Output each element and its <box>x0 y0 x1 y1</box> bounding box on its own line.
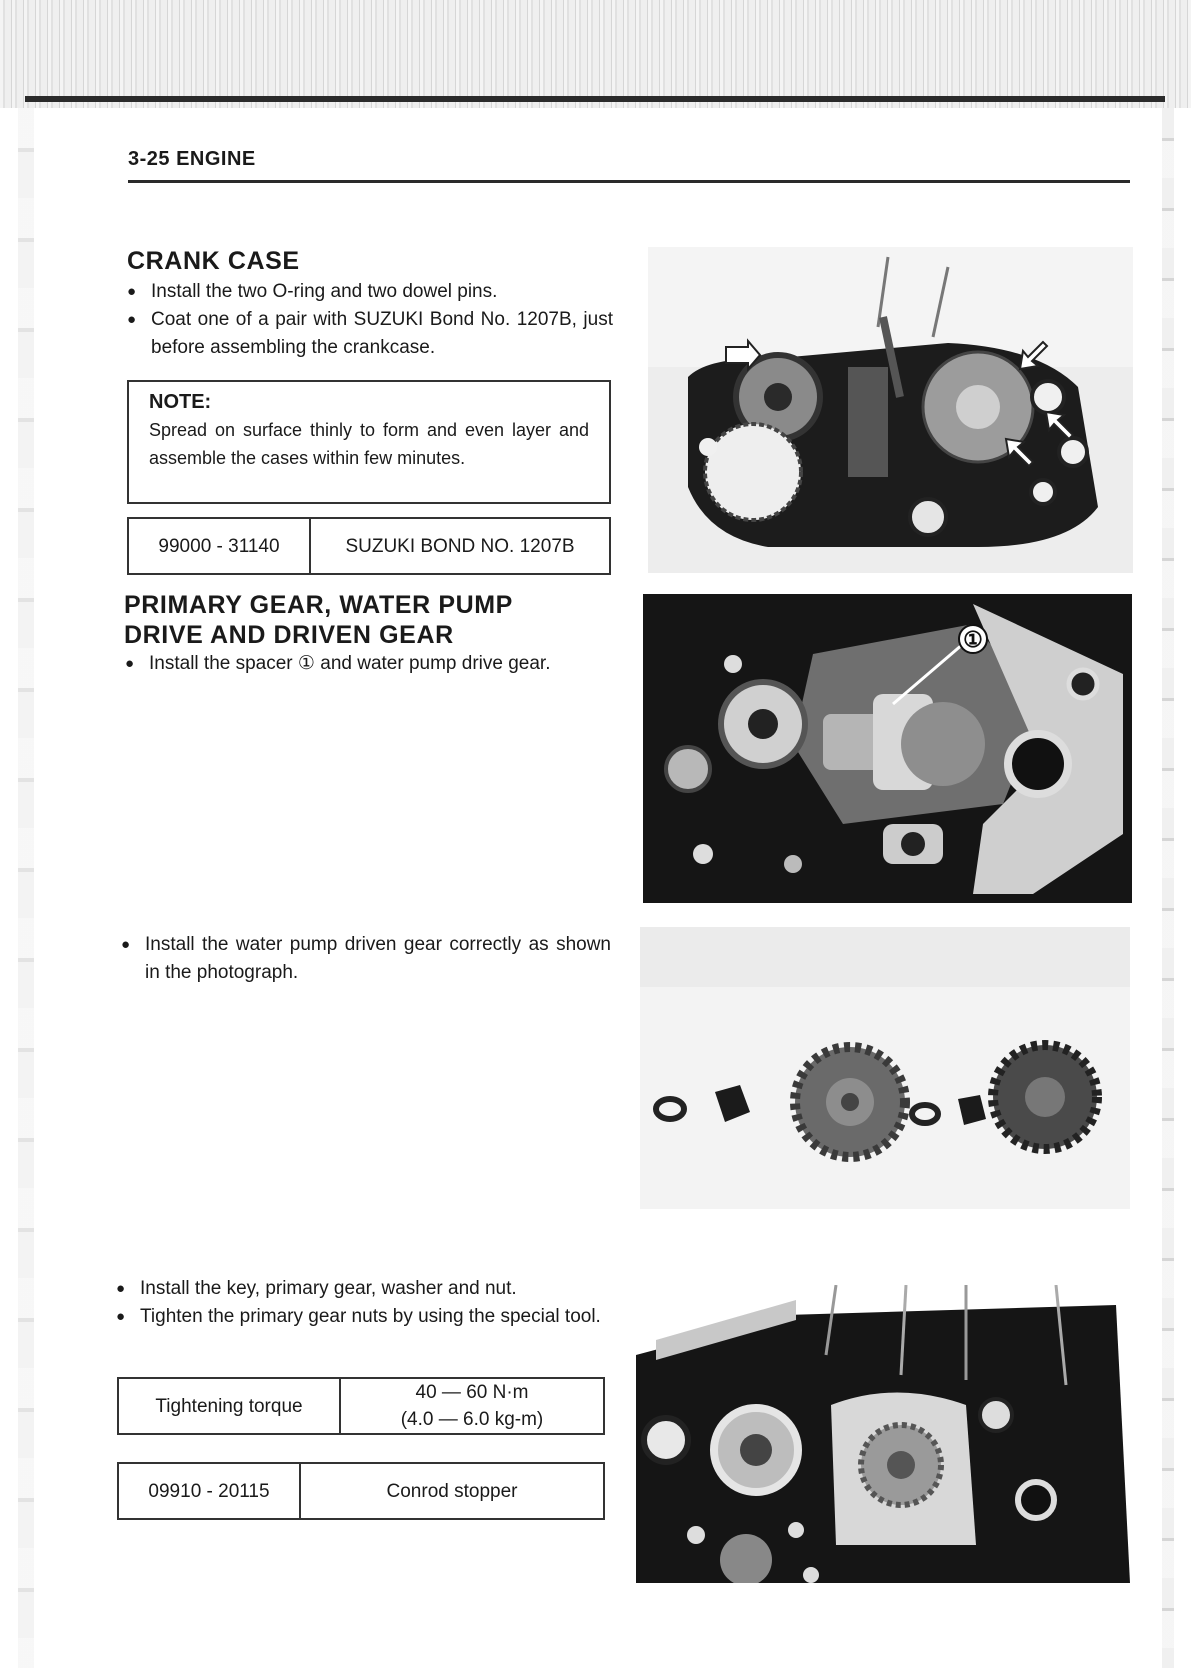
primary-gear-steps-3 <box>116 1275 606 1331</box>
torque-label-cell: Tightening torque <box>118 1378 340 1434</box>
scan-artifact-left-edge <box>18 108 34 1668</box>
step-text: Install the spacer <box>149 653 298 674</box>
step-text: and water pump drive gear. <box>314 653 551 674</box>
list-item: ● Install the water pump driven gear correctly as shown in the photograph. <box>121 931 611 987</box>
section-title-line-2: DRIVE AND DRIVEN GEAR <box>124 621 454 649</box>
tool-number-cell: 09910 - 20115 <box>118 1463 300 1519</box>
list-item: ● Tighten the primary gear nuts by using the special tool. <box>116 1303 606 1331</box>
note-text: Spread on surface thinly to form and even layer and assemble the cases within few minutes. <box>149 420 589 468</box>
water-pump-driven-gear-photo <box>640 927 1130 1209</box>
crank-case-steps <box>127 278 613 362</box>
primary-gear-step-1 <box>125 650 615 678</box>
section-title-crank-case: CRANK CASE <box>127 247 300 275</box>
list-item <box>125 650 615 678</box>
bond-part-table <box>127 517 611 575</box>
torque-value-cell <box>340 1378 604 1434</box>
note-box <box>127 380 611 504</box>
page-header: 3-25 ENGINE <box>128 148 256 170</box>
part-name-cell: SUZUKI BOND NO. 1207B <box>310 518 610 574</box>
primary-gear-photo <box>636 1285 1130 1583</box>
water-pump-drive-photo <box>643 594 1132 903</box>
torque-table <box>117 1377 605 1435</box>
special-tool-table <box>117 1462 605 1520</box>
tool-name-cell: Conrod stopper <box>300 1463 604 1519</box>
note-title: NOTE: <box>149 391 212 413</box>
list-item: ● Install the key, primary gear, washer and nut. <box>116 1275 606 1303</box>
crankcase-photo <box>648 247 1133 573</box>
list-item: ● Install the two O-ring and two dowel pins. <box>127 278 613 306</box>
scan-artifact-rule <box>25 96 1165 102</box>
list-item: ● Coat one of a pair with SUZUKI Bond No. 1207B, just before assembling the crankcase. <box>127 306 613 362</box>
part-number-cell: 99000 - 31140 <box>128 518 310 574</box>
scan-artifact-right-edge <box>1162 108 1174 1668</box>
torque-value-nm: 40 — 60 N·m <box>415 1382 529 1403</box>
photo-callout-1: ① <box>963 627 983 652</box>
scan-artifact-top <box>0 0 1191 108</box>
section-title-primary-gear <box>124 590 513 650</box>
section-title-line-1: PRIMARY GEAR, WATER PUMP <box>124 591 513 619</box>
callout-reference: ① <box>297 653 315 674</box>
torque-value-kgm: (4.0 — 6.0 kg-m) <box>400 1409 544 1430</box>
primary-gear-step-2 <box>121 931 611 987</box>
header-rule <box>128 180 1130 183</box>
